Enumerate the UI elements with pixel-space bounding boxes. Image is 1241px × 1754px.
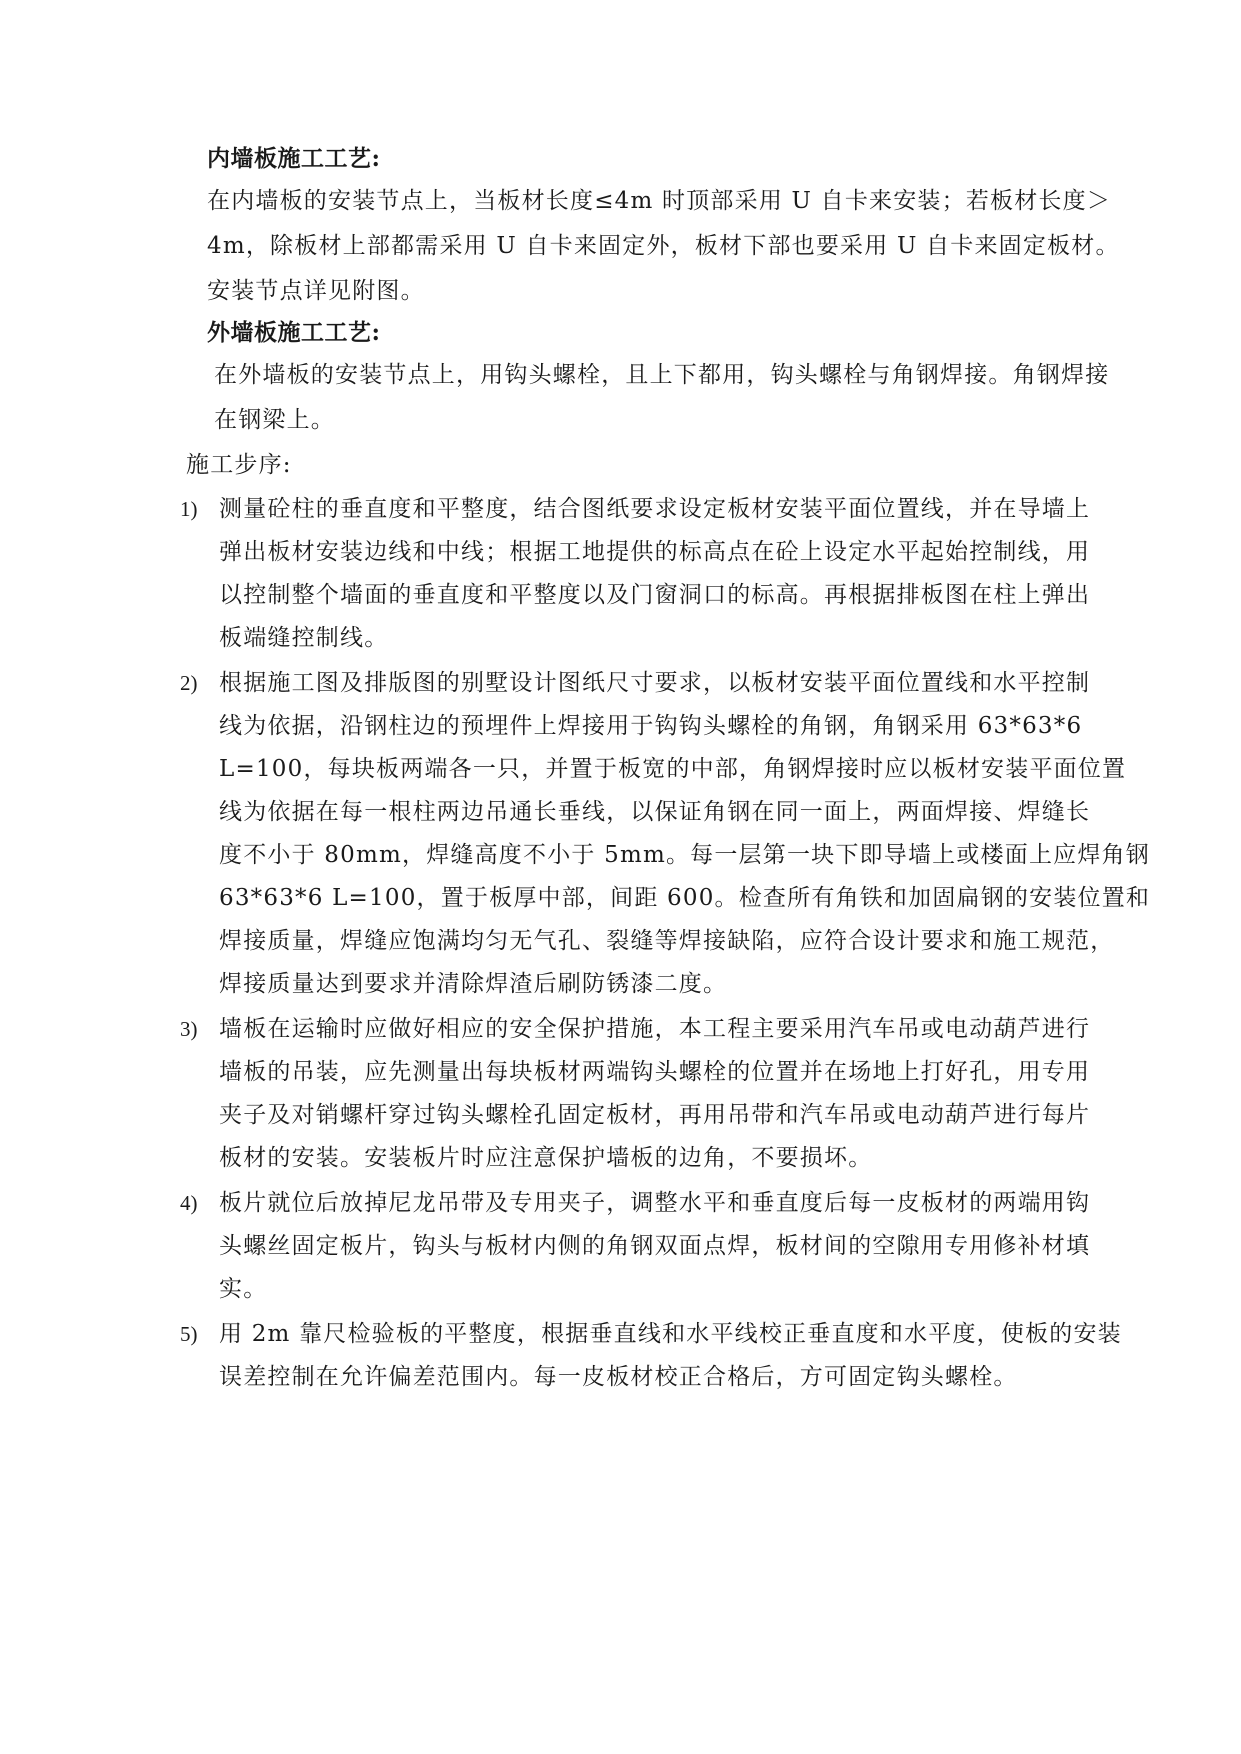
- step-line: 误差控制在允许偏差范围内。每一皮板材校正合格后，方可固定钩头螺栓。: [219, 1364, 1018, 1390]
- step-line: 63*63*6 L=100，置于板厚中部，间距 600。检查所有角铁和加固扁钢的安装位置和: [219, 885, 1151, 911]
- step-line: 墙板在运输时应做好相应的安全保护措施，本工程主要采用汽车吊或电动葫芦进行: [219, 1016, 1091, 1042]
- steps-title: 施工步序:: [186, 452, 292, 478]
- inner-wall-line: 安装节点详见附图。: [207, 278, 425, 304]
- step-line: 板材的安装。安装板片时应注意保护墙板的边角，不要损坏。: [219, 1145, 873, 1171]
- step-line: 板端缝控制线。: [219, 625, 389, 651]
- inner-wall-line: 4m，除板材上部都需采用 U 自卡来固定外，板材下部也要采用 U 自卡来固定板材。: [207, 233, 1120, 259]
- step-number: 2): [180, 671, 198, 695]
- step-line: 实。: [219, 1276, 268, 1302]
- step-line: 测量砼柱的垂直度和平整度，结合图纸要求设定板材安装平面位置线，并在导墙上: [219, 496, 1091, 522]
- step-number: 5): [180, 1322, 198, 1346]
- step-line: 根据施工图及排版图的别墅设计图纸尺寸要求，以板材安装平面位置线和水平控制: [219, 670, 1091, 696]
- inner-wall-line: 在内墙板的安装节点上，当板材长度≤4m 时顶部采用 U 自卡来安装；若板材长度＞: [207, 188, 1112, 214]
- step-line: 度不小于 80mm，焊缝高度不小于 5mm。每一层第一块下即导墙上或楼面上应焊角钢: [219, 842, 1150, 868]
- step-line: 线为依据在每一根柱两边吊通长垂线，以保证角钢在同一面上，两面焊接、焊缝长: [219, 799, 1091, 825]
- outer-wall-line: 在外墙板的安装节点上，用钩头螺栓，且上下都用，钩头螺栓与角钢焊接。角钢焊接: [214, 362, 1110, 388]
- step-line: 板片就位后放掉尼龙吊带及专用夹子，调整水平和垂直度后每一皮板材的两端用钩: [219, 1190, 1091, 1216]
- step-number: 1): [180, 497, 198, 521]
- step-line: 墙板的吊装，应先测量出每块板材两端钩头螺栓的位置并在场地上打好孔，用专用: [219, 1059, 1091, 1085]
- step-line: 夹子及对销螺杆穿过钩头螺栓孔固定板材，再用吊带和汽车吊或电动葫芦进行每片: [219, 1102, 1091, 1128]
- step-line: 焊接质量达到要求并清除焊渣后刷防锈漆二度。: [219, 971, 728, 997]
- step-line: 以控制整个墙面的垂直度和平整度以及门窗洞口的标高。再根据排板图在柱上弹出: [219, 582, 1091, 608]
- step-line: 用 2m 靠尺检验板的平整度，根据垂直线和水平线校正垂直度和水平度，使板的安装: [219, 1321, 1122, 1347]
- step-line: 焊接质量，焊缝应饱满均匀无气孔、裂缝等焊接缺陷，应符合设计要求和施工规范，: [219, 928, 1115, 954]
- step-line: 弹出板材安装边线和中线；根据工地提供的标高点在砼上设定水平起始控制线，用: [219, 539, 1091, 565]
- outer-wall-line: 在钢梁上。: [214, 407, 335, 433]
- step-number: 3): [180, 1017, 198, 1041]
- step-line: 线为依据，沿钢柱边的预埋件上焊接用于钩钩头螺栓的角钢，角钢采用 63*63*6: [219, 713, 1083, 739]
- step-line: L=100，每块板两端各一只，并置于板宽的中部，角钢焊接时应以板材安装平面位置: [219, 756, 1127, 782]
- step-number: 4): [180, 1191, 198, 1215]
- step-line: 头螺丝固定板片，钩头与板材内侧的角钢双面点焊，板材间的空隙用专用修补材填: [219, 1233, 1091, 1259]
- inner-wall-heading: 内墙板施工工艺:: [207, 145, 381, 172]
- outer-wall-heading: 外墙板施工工艺:: [207, 319, 381, 346]
